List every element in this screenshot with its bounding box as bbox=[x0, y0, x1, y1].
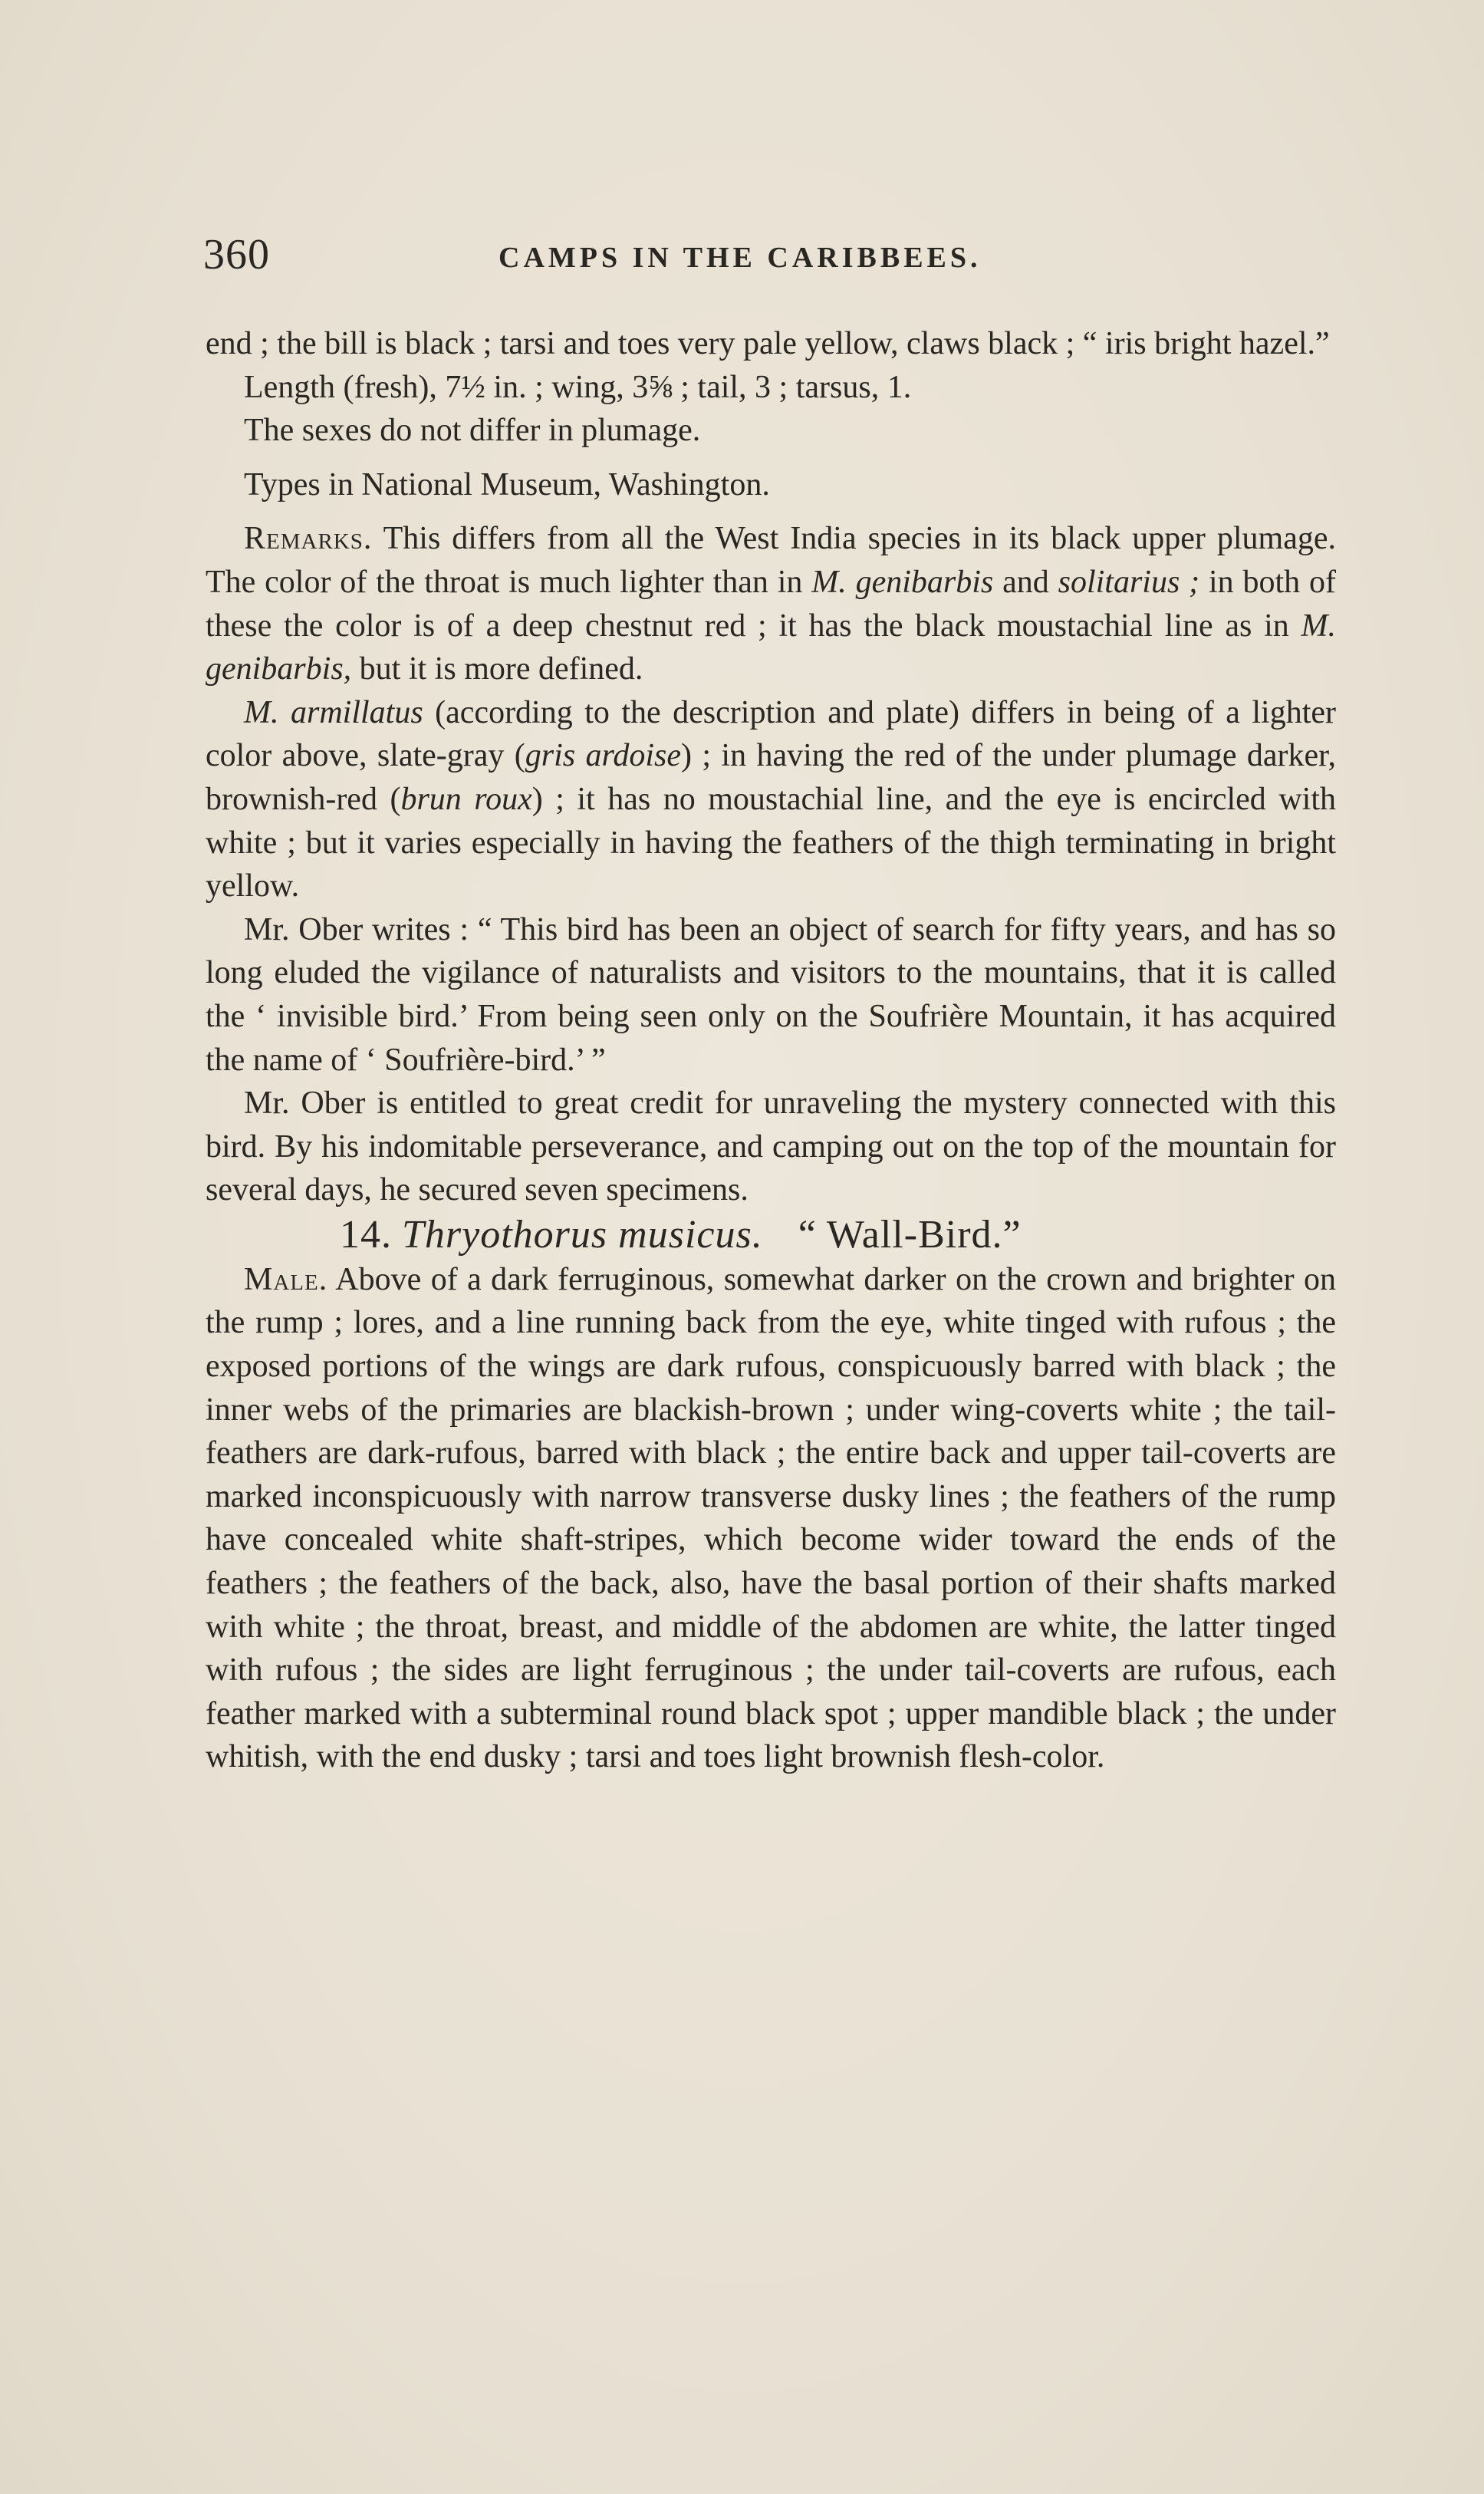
paragraph-armillatus bbox=[206, 691, 1336, 908]
armillatus-text-2: ) ; in having the red of the under plumage darker, brownish-red ( bbox=[206, 738, 1336, 817]
remarks-text-4: but it is more defined. bbox=[351, 651, 643, 687]
paragraph-sexes: The sexes do not differ in plumage. bbox=[244, 413, 701, 449]
armillatus-italic-1: M. armillatus bbox=[244, 694, 423, 730]
paragraph-end: end ; the bill is black ; tarsi and toes very pale yellow, claws black ; “ iris bright hazel.” bbox=[206, 326, 1330, 361]
remarks-text-1: This differs from all the West India species in its black upper plumage. The color of the throat is much lighter than in bbox=[206, 521, 1336, 600]
paragraph-ober-writes: Mr. Ober writes : “ This bird has been an object of search for fifty years, and has so long eluded the vigilance of naturalists and visitors to the mountains, that it is called the ‘ invisible bird.’ From being seen only on the Soufrière Mountain, it has acquired the name of ‘ Soufrière-bird.’ ” bbox=[206, 911, 1336, 1078]
species-heading bbox=[206, 1212, 1336, 1258]
remarks-text-3: in both of these the color is of a deep chestnut red ; it has the black moustachial line as in bbox=[206, 564, 1336, 644]
paragraph-male bbox=[206, 1258, 1336, 1779]
male-text: Above of a dark ferruginous, somewhat darker on the crown and brighter on the rump ; lores, and a line running back from the eye, white tinged with rufous ; the exposed portions of the wings are dark rufous, conspicuously barred with black ; the inner webs of the primaries are blackish-brown ; under wing-coverts white ; the tail-feathers are dark-rufous, barred with black ; the entire back and upper tail-coverts are marked inconspicuously with narrow transverse dusky lines ; the feathers of the rump have concealed white shaft-stripes, which become wider toward the ends of the feathers ; the feathers of the back, also, have the basal portion of their shafts marked with white ; the throat, breast, and middle of the abdomen are white, the latter tinged with rufous ; the sides are light ferruginous ; the under tail-coverts are rufous, each feather marked with a subterminal round black spot ; upper mandible black ; the under whitish, with the end dusky ; tarsi and toes light brownish flesh-color. bbox=[206, 1261, 1336, 1775]
armillatus-italic-2: gris ardoise bbox=[525, 738, 681, 774]
armillatus-italic-3: brun roux bbox=[400, 781, 532, 817]
running-head: CAMPS IN THE CARIBBEES. bbox=[499, 242, 982, 274]
page-header bbox=[203, 230, 1338, 299]
paragraph-remarks bbox=[206, 517, 1336, 690]
species-common-name: “ Wall-Bird.” bbox=[798, 1212, 1022, 1257]
male-label: Male. bbox=[244, 1261, 328, 1297]
page-number: 360 bbox=[203, 231, 270, 278]
species-number: 14. bbox=[340, 1212, 392, 1257]
remarks-label: Remarks. bbox=[244, 521, 373, 557]
armillatus-text-1: (according to the description and plate) differs in being of a lighter color above, slate-gray ( bbox=[206, 694, 1336, 774]
body-text bbox=[206, 322, 1336, 1779]
paragraph-ober-credit: Mr. Ober is entitled to great credit for unraveling the mystery connected with this bird. By his indomitable perseverance, and camping out on the top of the mountain for several days, he secured seven specimens. bbox=[206, 1086, 1336, 1208]
remarks-italic-2: solitarius ; bbox=[1058, 564, 1200, 600]
species-name: Thryothorus musicus. bbox=[402, 1212, 763, 1257]
remarks-italic-1: M. genibarbis bbox=[811, 564, 994, 600]
paragraph-length: Length (fresh), 7½ in. ; wing, 3⅝ ; tail, 3 ; tarsus, 1. bbox=[244, 369, 912, 405]
paragraph-types: Types in National Museum, Washington. bbox=[244, 466, 770, 502]
remarks-text-2: and bbox=[993, 564, 1058, 600]
armillatus-text-3: ) ; it has no moustachial line, and the eye is encircled with white ; but it varies especially in having the feathers of the thigh terminating in bright yellow. bbox=[206, 781, 1336, 904]
remarks-italic-3: M. genibarbis, bbox=[206, 608, 1336, 687]
